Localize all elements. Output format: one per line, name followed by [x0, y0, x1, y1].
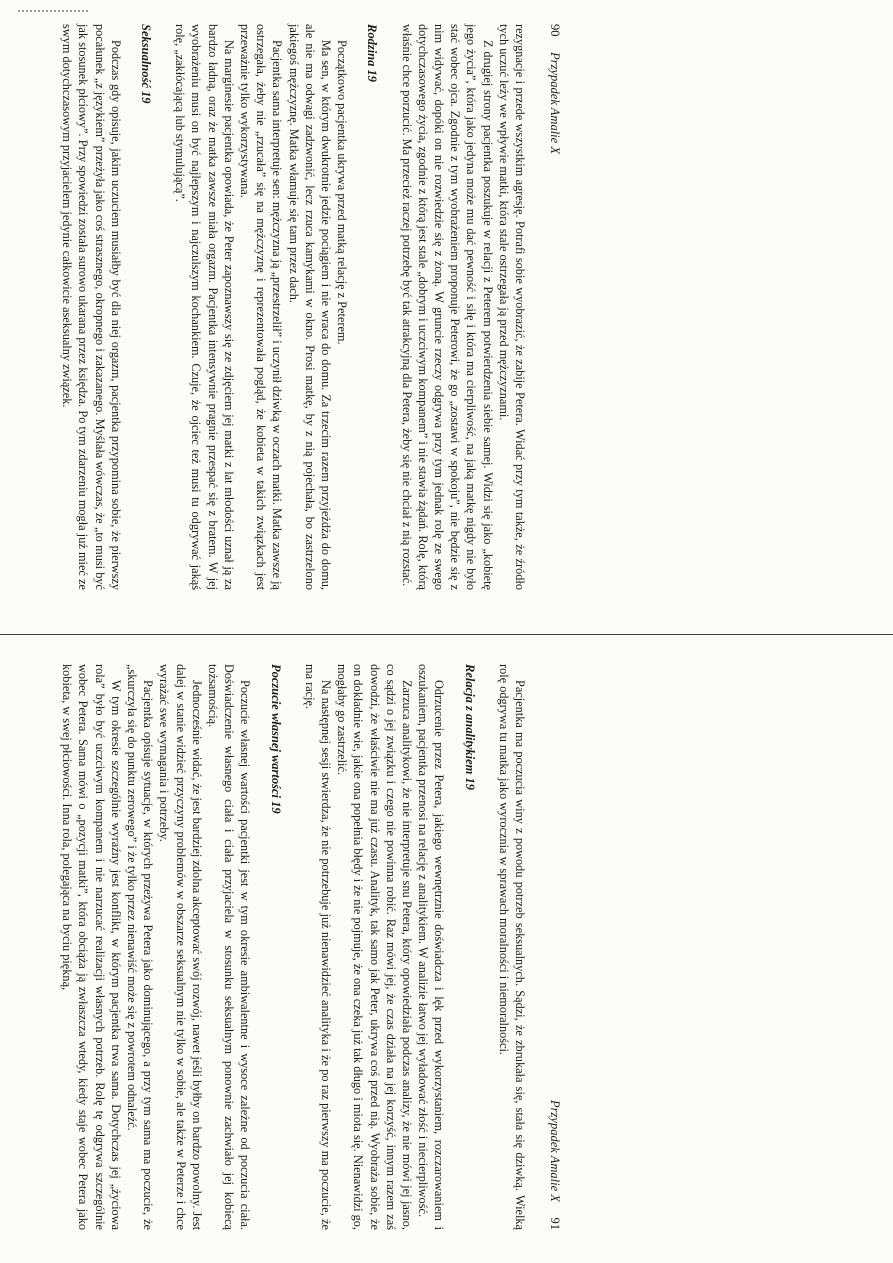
- paragraph: rezygnacje i przede wszystkim agresję. Potrafi sobie wyobrazić, że zabije Petera. Widać przy tym także, że źródło tych uczuć leży we wpływie matki, która stale ostrzegała ją przed mężczyznami.: [496, 24, 527, 590]
- paragraph: Na marginesie pacjentka opowiada, że Peter zapoznawszy się ze zdjęciem jej matki z lat młodości uznał ją za bardzo ładną, oraz że matka zawsze miała orgazm. Pacjentka intensywnie pragnie przespać się z bratem. W jej wyobrażeniu musi on być najlepszym i najczulszym kochankiem. Czuje, że ojciec też musi tu odgrywać jakąś rolę, „zakłócającą lub stymulującą”.: [173, 24, 236, 590]
- paragraph: Początkowo pacjentka ukrywa przed matką relację z Peterem.: [335, 40, 350, 345]
- paragraph: Z drugiej strony pacjentka poszukuje w relacji z Peterem potwierdzenia siebie samej. Widzi się jako „kobietę jego życia”, która jako jedyna może mu dać pewność i siłę i która ma cierpliwość, na jaką matkę nigdy nie było stać wobec ojca. Zgodnie z tym wyobrażeniem proponuje Peterowi, że go „zostawi w spokoju”, nie będzie się z nim widywać, dopóki on nie rozwiedzie się z żoną. W gruncie rzeczy odgrywa przy tym jednak rolę ze swego dotychczasowego życia, zgodnie z którą jest stale „dobrym i uczciwym kompanem” i nie stawia żądań. Rolę, którą właśnie chce porzucić. Ma przecież raczej potrzebę być tak atrakcyjną dla Petera, żeby się nie chciał z nią rozstać.: [399, 24, 495, 590]
- paragraph: Na następnej sesji stwierdza, że nie potrzebuje już nienawidzieć analityka i że po raz pierwszy ma poczucie, że ma rację.: [302, 664, 333, 1230]
- section-heading: Seksualność 19: [138, 24, 153, 104]
- paragraph: Ma sen, w którym dwukrotnie jedzie pociągiem i nie wraca do domu. Za trzecim razem przyjeżdża do domu, ale nie ma odwagi zadzwonić, lecz rzuca kamykami w okno. Prosi matkę, by z nią pojechała, bo zastrzelono jakiegoś mężczyznę. Matka włamuje się tam przez dach.: [286, 24, 333, 590]
- book-page-91: [0, 640, 620, 1260]
- book-page-90: [0, 0, 620, 620]
- paragraph: Zarzuca analitykowi, że nie interpretuje snu Petera, który opowiedziała podczas analizy, że nie mówi jej jasno, co sądzi o jej związku i czego nie powinna robić. Raz mówi jej, że czas działa na jej korzyść, innym razem zaś dowodzi, że właściwie nie ma już czasu. Analityk, tak samo jak Peter, ukrywa coś przed nią. Wyobraża sobie, że on dokładnie wie, jakie ona popełnia błędy i że nie pojmuje, że ona czeka już tak długo i miota się. Nienawidzi go, mogłaby go zastrzelić.: [335, 664, 414, 1230]
- page-number: 90: [548, 24, 562, 37]
- paragraph: Odrzucenie przez Petera, jakiego wewnętrznie doświadcza i lęk przed wykorzystaniem, rozczarowaniem i oszukaniem, pacjentka przenosi na relację z analitykiem. W analizie łatwo jej wyładować złość i niecierpliwość.: [416, 664, 447, 1230]
- section-heading: Relacja z analitykiem 19: [462, 664, 477, 791]
- paragraph: W tym okresie szczególnie wyraźny jest konflikt, w którym pacjentka trwa sama. Dotychczas jej „życiowa rola” było być uczciwym kompanem i nie narzucać realizacji własnych potrzeb. Rolę tę odgrywa szczególnie wobec Petera. Sama mówi o „pozycji matki”, która obciąża ją zwłaszcza wtedy, kiedy staje wobec Petera jako kobieta, w swej płciowości. Inna rola, polegająca na byciu piękną,: [60, 664, 123, 1230]
- paragraph: Poczucie własnej wartości pacjentki jest w tym okresie ambiwalentne i wysoce zależne od poczucia ciała. Doświadczenie własnego ciała i ciała przyjaciela w stosunku seksualnym ponownie zachwiało jej kobiecą tożsamością.: [205, 664, 253, 1230]
- paragraph: Pacjentka opisuje sytuacje, w których przeżywa Petera jako dominującego, a przy tym sama ma poczucie, że „skurczyła się do punktu zerowego” i że tylko przez nienawiść może się z powrotem odnaleźć.: [124, 664, 156, 1230]
- paragraph: Pacjentka sama interpretuje sen: mężczyzna ją „przestrzelił” i uczynił dziwką w oczach matki. Matka zawsze ją ostrzegała, żeby nie „rzucała” się na mężczyznę i reprezentowała pogląd, że kobieta w takich związkach jest przeważnie tylko wykorzystywana.: [237, 24, 285, 590]
- section-heading: Rodzina 19: [365, 24, 380, 83]
- paragraph: Pacjentka ma poczucia winy z powodu potrzeb seksualnych. Sądzi, że zbrukała się, stała się dziwką. Wielką rolę odgrywa tu matka jako wyrocznia w sprawach moralności i niemoralności.: [496, 664, 527, 1230]
- paragraph: Podczas gdy opisuje, jakim uczuciem musiałby być dla niej orgazm, pacjentka przypomina sobie, że pierwszy pocałunek „z językiem” przeżyła jako coś strasznego, okropnego i zakazanego. Myślała wówczas, że „to musi być jak stosunek płciowy”. Przy spowiedzi została surowo ukarana przez księdza. Po tym zdarzeniu mogła już mieć ze swym dotychczasowym przyjacielem jedynie całkowicie aseksualny związek.: [60, 24, 123, 590]
- page-text: [59, 24, 528, 590]
- running-head: [547, 664, 562, 1230]
- running-title: Przypadek Amalie X: [548, 1100, 562, 1202]
- page-gutter: [0, 634, 893, 635]
- running-head: [547, 24, 562, 590]
- page-number: 91: [548, 1217, 562, 1230]
- paragraph: Jednocześnie widać, że jest bardziej zdolna akceptować swój rozwój, nawet jeśli byłby on bardzo powolny. Jest dalej w stanie widzieć przyczyny problemów w obszarze seksualnym nie tylko w sobie, ale także w Peterze i chce wyrażać swe wymagania i potrzeby.: [157, 664, 204, 1230]
- running-title: Przypadek Amalie X: [548, 52, 562, 154]
- section-heading: Poczucie własnej wartości 19: [268, 664, 283, 814]
- page-text: [59, 664, 528, 1230]
